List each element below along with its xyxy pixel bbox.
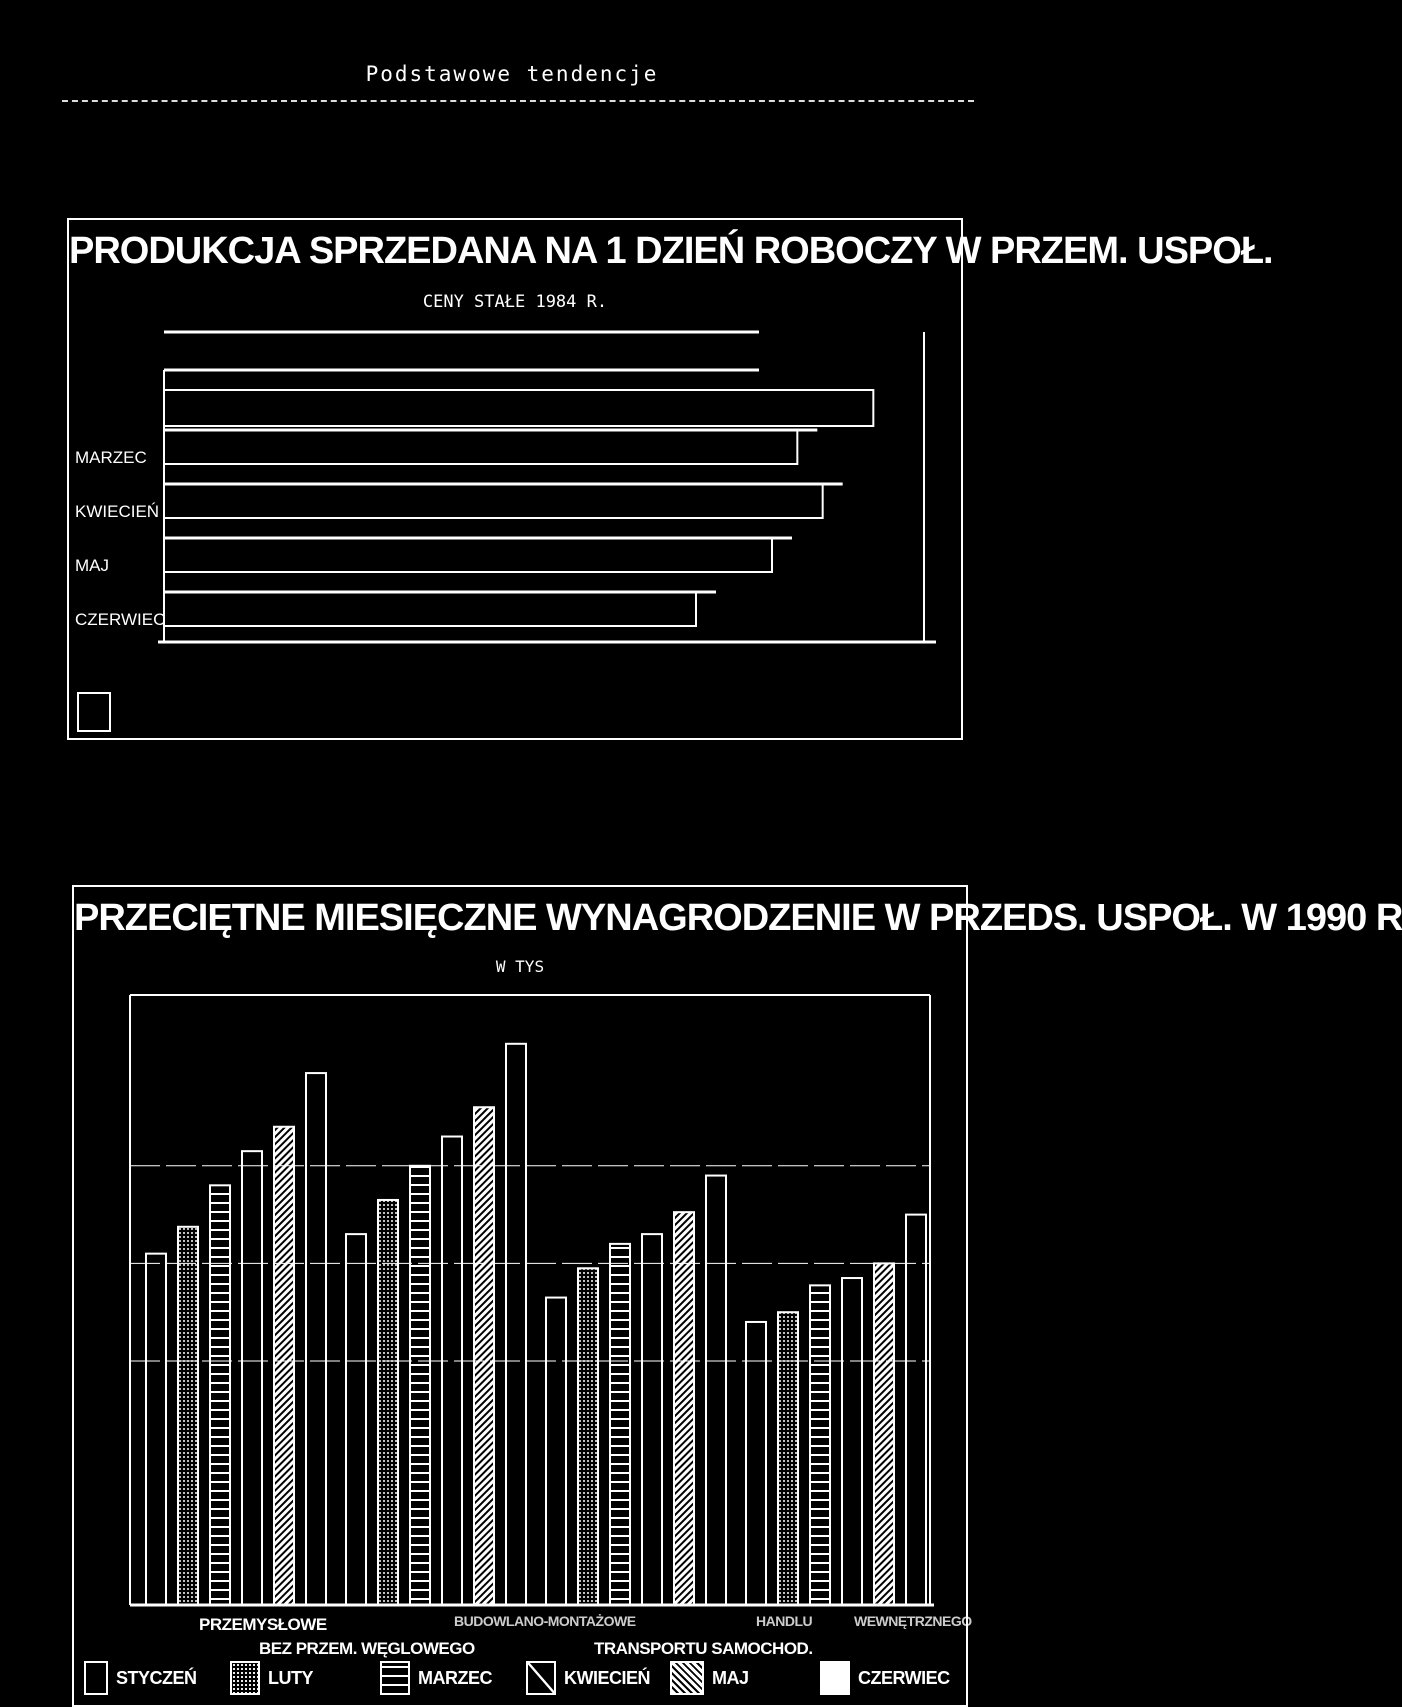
category-label: TRANSPORTU SAMOCHOD. (594, 1639, 813, 1658)
legend-item (526, 1661, 650, 1695)
production-chart-panel (67, 218, 1273, 740)
bar-outline (164, 390, 873, 426)
bar (474, 1107, 494, 1605)
bar (810, 1285, 830, 1605)
bar (778, 1312, 798, 1605)
bar (178, 1227, 198, 1605)
chart-subtitle: CENY STAŁE 1984 R. (422, 292, 608, 312)
bar (746, 1322, 766, 1605)
category-label: BUDOWLANO-MONTAŻOWE (454, 1613, 636, 1629)
legend-item (670, 1661, 749, 1695)
category-label: WEWNĘTRZNEGO (854, 1613, 972, 1629)
bar (442, 1137, 462, 1605)
row-label-maj: MAJ (75, 556, 109, 575)
row-label-czerwiec: CZERWIEC (75, 610, 166, 629)
wage-chart-panel (72, 885, 1402, 1707)
legend-label: STYCZEŃ (116, 1667, 197, 1688)
bar (610, 1244, 630, 1605)
swatch-empty-icon (84, 1661, 108, 1695)
row-label-marzec: MARZEC (75, 448, 147, 467)
swatch-solid-icon (820, 1661, 850, 1695)
bar (874, 1263, 894, 1605)
bar (842, 1278, 862, 1605)
bar (506, 1044, 526, 1605)
chart-subtitle: W TYS (495, 957, 545, 976)
bar (274, 1127, 294, 1605)
wage-bar-chart (74, 887, 1402, 1627)
chart-title: PRZECIĘTNE MIESIĘCZNE WYNAGRODZENIE W PRZEDS. USPOŁ. W 1990 R (74, 897, 1402, 939)
swatch-dense-diagonal-icon (670, 1661, 704, 1695)
legend-label: MAJ (712, 1667, 749, 1688)
swatch-dotted-icon (230, 1661, 260, 1695)
legend-label: LUTY (268, 1667, 313, 1688)
legend-item (230, 1661, 313, 1695)
legend-label: MARZEC (418, 1667, 492, 1688)
bar (164, 430, 797, 464)
legend-label: CZERWIEC (858, 1667, 950, 1688)
legend-label: KWIECIEŃ (564, 1667, 650, 1688)
bar (706, 1176, 726, 1605)
category-label: PRZEMYSŁOWE (199, 1615, 327, 1634)
swatch-stripes-icon (380, 1661, 410, 1695)
category-label: HANDLU (756, 1613, 813, 1629)
bar (164, 484, 823, 518)
bar (346, 1234, 366, 1605)
bar (642, 1234, 662, 1605)
bar (242, 1151, 262, 1605)
bar (546, 1298, 566, 1605)
bar (164, 538, 772, 572)
row-label-kwiecien: KWIECIEŃ (75, 502, 160, 521)
bar (578, 1268, 598, 1605)
legend (80, 1661, 960, 1701)
page-header: Podstawowe tendencje (365, 62, 659, 86)
bar (410, 1166, 430, 1605)
production-bar-chart (69, 220, 1273, 738)
header-rule (62, 100, 974, 102)
bar (164, 592, 696, 626)
chart-title: PRODUKCJA SPRZEDANA NA 1 DZIEŃ ROBOCZY W PRZEM. USPOŁ. (69, 230, 1273, 272)
legend-item (380, 1661, 492, 1695)
bar (906, 1215, 926, 1605)
legend-item (84, 1661, 197, 1695)
bar (306, 1073, 326, 1605)
bar (210, 1185, 230, 1605)
bar (146, 1254, 166, 1605)
legend-item (820, 1661, 950, 1695)
legend-empty-box (77, 692, 111, 732)
bar (378, 1200, 398, 1605)
category-label: BEZ PRZEM. WĘGLOWEGO (259, 1639, 475, 1658)
bar (674, 1212, 694, 1605)
swatch-diagonal-icon (526, 1661, 556, 1695)
